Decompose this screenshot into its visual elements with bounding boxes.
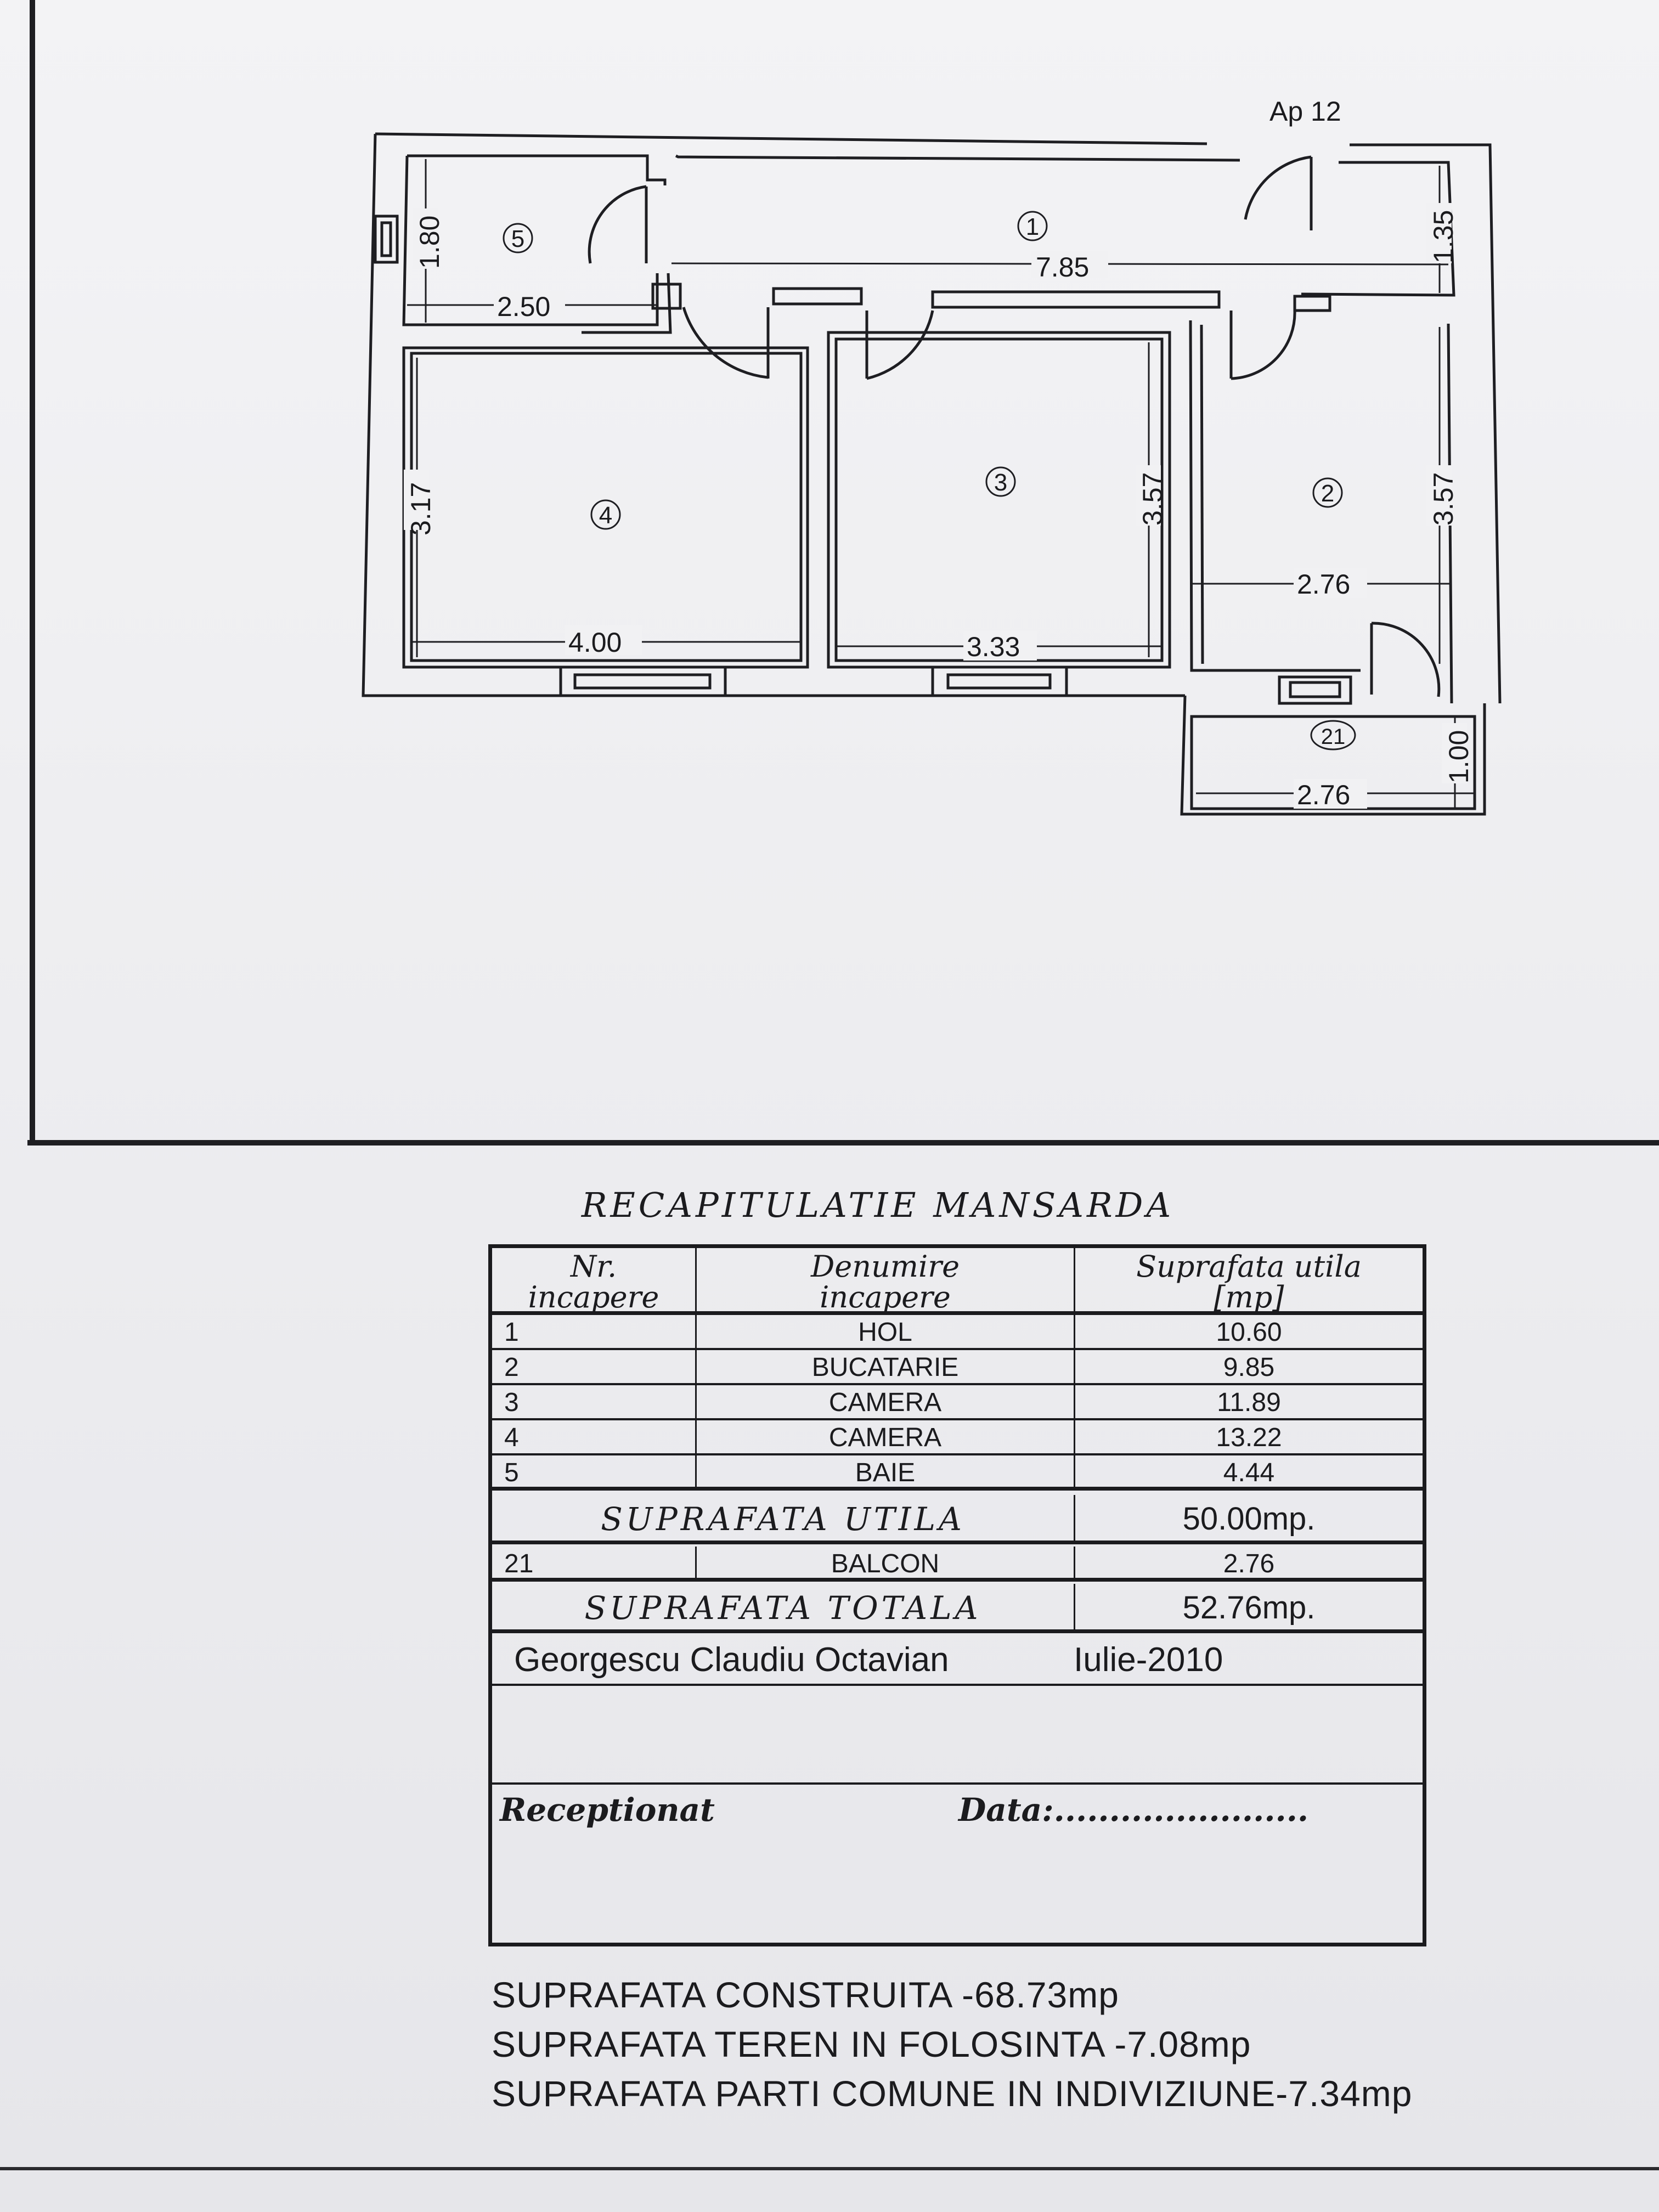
dim-room4-width: 4.00: [568, 627, 622, 658]
dim-room3-width: 3.33: [967, 631, 1020, 662]
balcony-nr: 21: [504, 1549, 534, 1578]
table-header-row: [492, 1248, 1423, 1315]
dim-balcon-width: 2.76: [1297, 780, 1351, 810]
footer-land-area: SUPRAFATA TEREN IN FOLOSINTA -7.08mp: [492, 2024, 1251, 2064]
header-name: Denumire incapere: [695, 1248, 1074, 1311]
dim-room2-height: 3.57: [1428, 472, 1459, 526]
table-row: [492, 1420, 1423, 1455]
dim-room4-height: 3.17: [405, 482, 436, 535]
room-marker-1: 1: [1025, 213, 1040, 240]
row-name: BUCATARIE: [695, 1350, 1074, 1383]
date-field: Data:.......................: [958, 1791, 1309, 1829]
author-name: Georgescu Claudiu Octavian: [514, 1641, 949, 1679]
recap-table: [488, 1244, 1426, 1946]
row-area: 13.22: [1074, 1420, 1423, 1453]
row-area: 10.60: [1074, 1315, 1423, 1348]
author-date: Iulie-2010: [1074, 1641, 1223, 1679]
room-marker-2: 2: [1321, 480, 1335, 507]
balcony-row: [492, 1547, 1423, 1582]
dim-room2-width: 2.76: [1297, 569, 1351, 600]
room-marker-4: 4: [599, 502, 613, 529]
apartment-label: Ap 12: [1269, 96, 1341, 127]
row-nr: 1: [504, 1318, 519, 1347]
received-label: Receptionat: [500, 1791, 715, 1829]
dim-baie-width: 2.50: [497, 291, 551, 322]
dim-hol-width: 1.35: [1428, 210, 1459, 263]
dim-balcon-depth: 1.00: [1443, 730, 1474, 783]
recap-title: RECAPITULATIE MANSARDA: [581, 1185, 1175, 1225]
room-marker-5: 5: [511, 225, 525, 252]
row-nr: 2: [504, 1353, 519, 1382]
balcony-name: BALCON: [695, 1547, 1074, 1578]
table-row: [492, 1455, 1423, 1491]
author-row: [492, 1635, 1423, 1686]
table-row: [492, 1385, 1423, 1420]
total-area-value: 52.76mp.: [1074, 1584, 1423, 1629]
page-bottom-line: [0, 2167, 1659, 2170]
dim-baie-height: 1.80: [414, 215, 445, 269]
reception-row: [492, 1785, 1423, 1944]
footer-common-area: SUPRAFATA PARTI COMUNE IN INDIVIZIUNE-7.34mp: [492, 2073, 1413, 2114]
blank-row: [492, 1686, 1423, 1785]
row-nr: 3: [504, 1388, 519, 1417]
row-name: CAMERA: [695, 1385, 1074, 1418]
useful-area-value: 50.00mp.: [1074, 1495, 1423, 1541]
header-area: Suprafata utila [mp]: [1074, 1248, 1423, 1311]
useful-area-label: SUPRAFATA UTILA: [601, 1500, 965, 1538]
balcony-area: 2.76: [1074, 1547, 1423, 1578]
total-area-label: SUPRAFATA TOTALA: [584, 1589, 981, 1627]
row-area: 4.44: [1074, 1455, 1423, 1487]
row-nr: 4: [504, 1423, 519, 1452]
room-marker-21: 21: [1321, 725, 1346, 749]
row-area: 9.85: [1074, 1350, 1423, 1383]
room-marker-3: 3: [994, 469, 1008, 496]
row-area: 11.89: [1074, 1385, 1423, 1418]
header-nr: Nr. incapere: [528, 1249, 659, 1314]
dim-hol-length: 7.85: [1036, 252, 1090, 283]
row-name: HOL: [695, 1315, 1074, 1348]
table-row: [492, 1315, 1423, 1350]
table-row: [492, 1350, 1423, 1385]
useful-area-row: [492, 1495, 1423, 1544]
footer-constructed-area: SUPRAFATA CONSTRUITA -68.73mp: [492, 1974, 1119, 2015]
dim-room3-height: 3.57: [1137, 472, 1168, 526]
row-name: BAIE: [695, 1455, 1074, 1487]
row-nr: 5: [504, 1458, 519, 1487]
row-name: CAMERA: [695, 1420, 1074, 1453]
total-area-row: [492, 1584, 1423, 1633]
